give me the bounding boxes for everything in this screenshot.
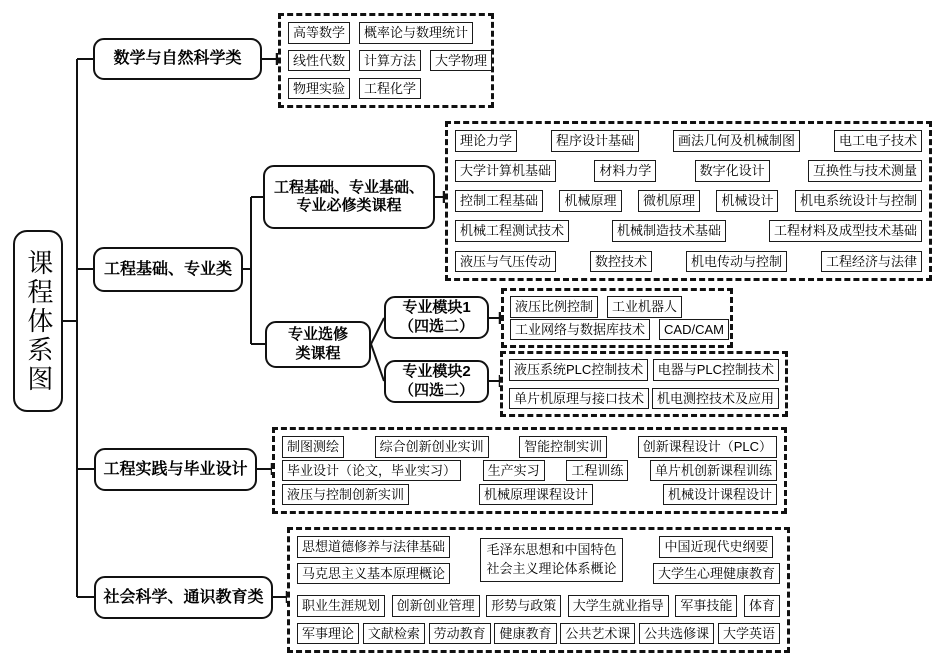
- course-chip: 公共艺术课: [560, 623, 635, 645]
- course-chip: 大学生就业指导: [568, 595, 669, 617]
- chip-line1: 毛泽东思想和中国特色: [486, 542, 617, 558]
- course-row: [510, 296, 724, 318]
- course-row: [282, 436, 777, 458]
- course-chip: 电器与PLC控制技术: [653, 359, 779, 381]
- category-label: 社会科学、通识教育类: [103, 588, 264, 606]
- course-chip: 液压与控制创新实训: [282, 484, 409, 506]
- course-chip: 大学英语: [718, 623, 780, 645]
- node-label-line2: （四选二）: [398, 381, 474, 399]
- course-chip: 控制工程基础: [455, 190, 543, 212]
- root-node: [13, 230, 63, 412]
- category-label: 工程实践与毕业设计: [103, 460, 248, 478]
- course-chip: 思想道德修养与法律基础: [297, 536, 450, 558]
- course-row: [297, 623, 780, 645]
- course-chip: 大学生心理健康教育: [653, 563, 780, 585]
- course-chip: 物理实验: [288, 78, 350, 100]
- course-chip: 创新课程设计（PLC）: [638, 436, 777, 458]
- subcategory-node-elective: [265, 321, 371, 368]
- node-label-line2: 类课程: [295, 344, 341, 362]
- course-chip: 工业网络与数据库技术: [510, 319, 650, 341]
- course-chip: 职业生涯规划: [297, 595, 385, 617]
- course-chip: 数控技术: [590, 251, 652, 273]
- course-chip: 工程经济与法律: [821, 251, 922, 273]
- course-chip: 微机原理: [638, 190, 700, 212]
- course-chip: 军事理论: [297, 623, 359, 645]
- course-chip: 工业机器人: [607, 296, 682, 318]
- course-chip: 体育: [744, 595, 780, 617]
- social-left-column: [297, 536, 450, 584]
- course-chip: 综合创新创业实训: [375, 436, 489, 458]
- course-row: [288, 50, 488, 72]
- course-chip: 马克思主义基本原理概论: [297, 563, 450, 585]
- course-chip: 制图测绘: [282, 436, 344, 458]
- category-node-engineering: [93, 247, 243, 292]
- course-row: [297, 595, 780, 617]
- course-chip: 机械设计: [716, 190, 778, 212]
- node-label-line1: 专业模块1: [402, 299, 471, 317]
- course-chip: 计算方法: [359, 50, 421, 72]
- course-chip: 单片机创新课程训练: [650, 460, 777, 482]
- course-chip: 工程材料及成型技术基础: [769, 220, 922, 242]
- course-chip: 数字化设计: [695, 160, 770, 182]
- course-chip: 机械原理: [559, 190, 621, 212]
- course-row: [282, 484, 777, 506]
- course-chip: 单片机原理与接口技术: [509, 388, 649, 410]
- course-chip: 材料力学: [594, 160, 656, 182]
- course-chip: 概率论与数理统计: [359, 22, 473, 44]
- module2-course-group: [500, 351, 788, 417]
- module1-course-group: [501, 288, 733, 348]
- course-row: [510, 319, 724, 341]
- course-chip: 液压比例控制: [510, 296, 598, 318]
- core-course-group: [445, 121, 932, 281]
- course-row: [455, 190, 922, 212]
- course-chip: 军事技能: [675, 595, 737, 617]
- course-chip: CAD/CAM: [659, 319, 729, 341]
- course-chip: 公共选修课: [639, 623, 714, 645]
- course-chip: [480, 538, 622, 582]
- course-chip: 大学计算机基础: [455, 160, 556, 182]
- node-label-line2: （四选二）: [398, 317, 474, 335]
- node-label-line1: 专业选修: [287, 326, 348, 344]
- course-chip: 程序设计基础: [551, 130, 639, 152]
- node-label-line2: 专业必修类课程: [296, 197, 402, 214]
- course-chip: 形势与政策: [486, 595, 561, 617]
- math-course-group: [278, 13, 494, 108]
- course-chip: 线性代数: [288, 50, 350, 72]
- practice-course-group: [272, 427, 787, 514]
- course-row: [455, 160, 922, 182]
- social-course-group: [287, 527, 790, 653]
- course-row: [509, 359, 779, 381]
- course-row: [455, 130, 922, 152]
- course-chip: 工程化学: [359, 78, 421, 100]
- course-chip: 工程训练: [566, 460, 628, 482]
- course-chip: 中国近现代史纲要: [659, 536, 773, 558]
- course-chip: 理论力学: [455, 130, 517, 152]
- social-bottom-rows: [297, 595, 780, 644]
- chip-line2: 社会主义理论体系概论: [486, 561, 617, 576]
- course-chip: 画法几何及机械制图: [673, 130, 800, 152]
- course-chip: 生产实习: [483, 460, 545, 482]
- course-chip: 高等数学: [288, 22, 350, 44]
- root-label: 课程体系图: [23, 248, 54, 394]
- course-row: [509, 388, 779, 410]
- course-chip: 大学物理: [430, 50, 492, 72]
- course-row: [455, 251, 922, 273]
- course-chip: 创新创业管理: [392, 595, 480, 617]
- course-chip: 智能控制实训: [519, 436, 607, 458]
- course-chip: 电工电子技术: [834, 130, 922, 152]
- course-chip: 机械工程测试技术: [455, 220, 569, 242]
- course-chip: 机电传动与控制: [686, 251, 787, 273]
- course-chip: 机械原理课程设计: [479, 484, 593, 506]
- course-chip: 机电测控技术及应用: [652, 388, 779, 410]
- category-node-practice: [94, 448, 257, 491]
- course-row: [288, 78, 484, 100]
- course-chip: 毕业设计（论文，毕业实习）: [282, 460, 461, 482]
- course-chip: 液压与气压传动: [455, 251, 556, 273]
- category-node-math: [93, 38, 262, 80]
- social-top-section: [297, 536, 780, 584]
- course-row: [282, 460, 777, 482]
- subcategory-node-core-required: [263, 165, 435, 229]
- social-right-column: [653, 536, 780, 584]
- category-label: 工程基础、专业类: [103, 260, 232, 278]
- course-row: [288, 22, 484, 44]
- course-chip: 健康教育: [494, 623, 556, 645]
- category-label: 数学与自然科学类: [113, 50, 242, 68]
- course-chip: 机电系统设计与控制: [795, 190, 922, 212]
- course-chip: 文献检索: [363, 623, 425, 645]
- course-chip: 互换性与技术测量: [808, 160, 922, 182]
- course-row: [455, 220, 922, 242]
- category-node-social: [94, 576, 273, 619]
- course-chip: 机械制造技术基础: [612, 220, 726, 242]
- module1-node: [384, 296, 489, 339]
- course-chip: 液压系统PLC控制技术: [509, 359, 648, 381]
- course-chip: 劳动教育: [429, 623, 491, 645]
- node-label-line1: 工程基础、专业基础、: [273, 178, 424, 196]
- module2-node: [384, 360, 489, 403]
- course-chip: 机械设计课程设计: [663, 484, 777, 506]
- node-label-line1: 专业模块2: [402, 363, 471, 381]
